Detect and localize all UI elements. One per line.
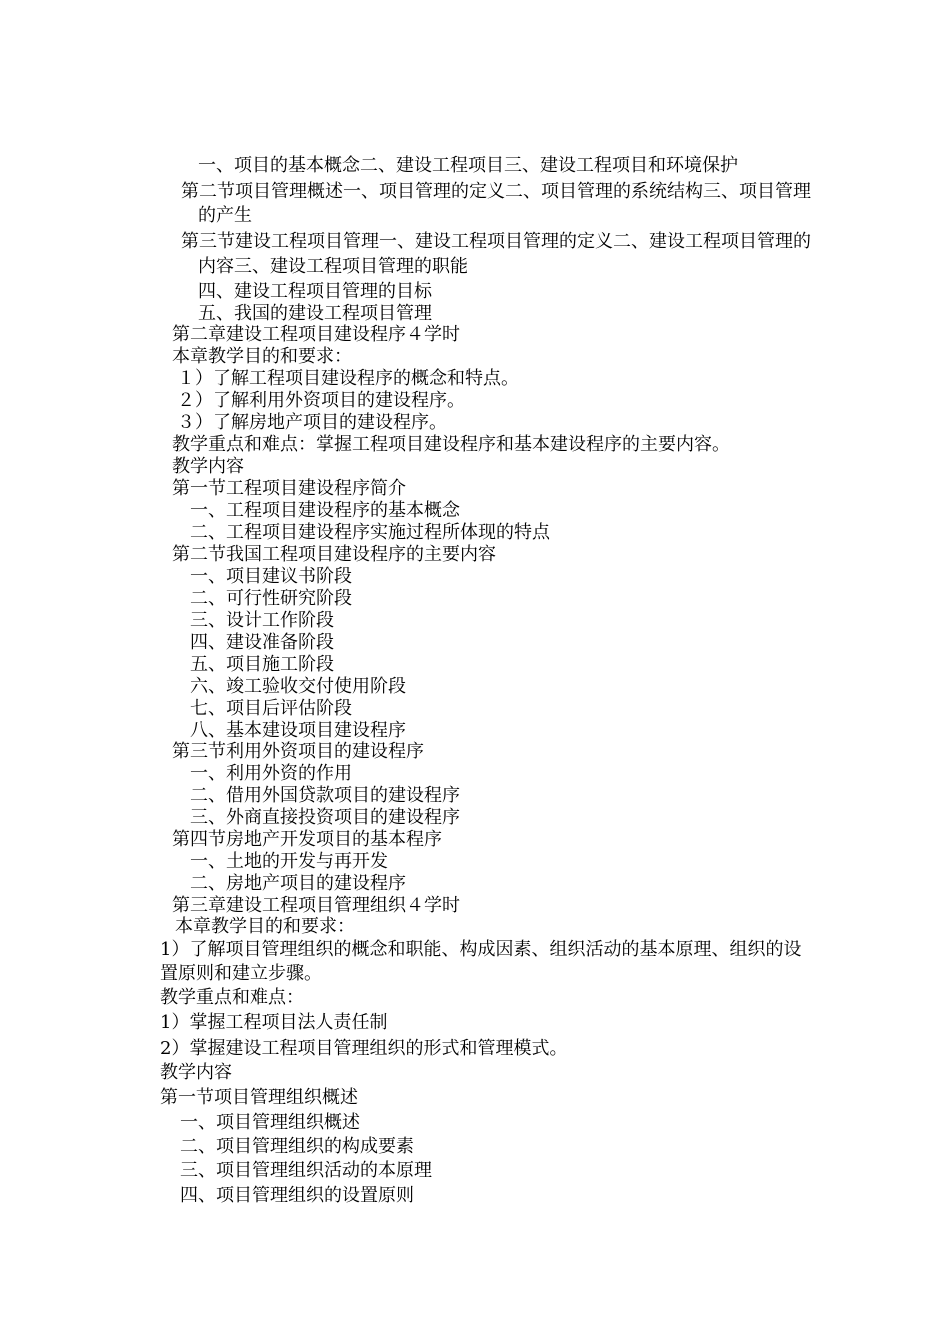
text-line: 三、项目管理组织活动的本原理 xyxy=(180,1160,432,1181)
section-heading: 第一节项目管理组织概述 xyxy=(160,1087,358,1108)
text-line: 2）掌握建设工程项目管理组织的形式和管理模式。 xyxy=(160,1038,568,1059)
text-line: 二、借用外国贷款项目的建设程序 xyxy=(190,785,460,806)
section-heading: 第三节建设工程项目管理一、建设工程项目管理的定义二、建设工程项目管理的 xyxy=(181,231,811,252)
text-line: 六、竣工验收交付使用阶段 xyxy=(190,676,406,697)
chapter-heading: 第二章建设工程项目建设程序４学时 xyxy=(172,324,460,345)
text-line: 本章教学目的和要求： xyxy=(175,916,355,937)
text-line: 四、项目管理组织的设置原则 xyxy=(180,1185,414,1206)
text-line: 一、项目的基本概念二、建设工程项目三、建设工程项目和环境保护 xyxy=(198,155,738,176)
text-line: 二、工程项目建设程序实施过程所体现的特点 xyxy=(190,522,550,543)
text-line: 一、利用外资的作用 xyxy=(190,763,352,784)
text-line: 教学内容 xyxy=(172,456,244,477)
text-line: 置原则和建立步骤。 xyxy=(160,963,322,984)
text-line: 二、房地产项目的建设程序 xyxy=(190,873,406,894)
text-line: 一、项目建议书阶段 xyxy=(190,566,352,587)
text-line: 本章教学目的和要求： xyxy=(172,346,352,367)
text-line: ２）了解利用外资项目的建设程序。 xyxy=(177,390,465,411)
text-line: 五、我国的建设工程项目管理 xyxy=(198,303,432,324)
text-line: 内容三、建设工程项目管理的职能 xyxy=(198,256,468,277)
section-heading: 第三节利用外资项目的建设程序 xyxy=(172,741,424,762)
text-line: 教学重点和难点：掌握工程项目建设程序和基本建设程序的主要内容。 xyxy=(172,434,730,455)
text-line: 五、项目施工阶段 xyxy=(190,654,334,675)
section-heading: 第一节工程项目建设程序简介 xyxy=(172,478,406,499)
section-heading: 第四节房地产开发项目的基本程序 xyxy=(172,829,442,850)
text-line: 的产生 xyxy=(198,205,252,226)
text-line: 教学内容 xyxy=(160,1062,232,1083)
text-line: 三、设计工作阶段 xyxy=(190,610,334,631)
text-line: 1）了解项目管理组织的概念和职能、构成因素、组织活动的基本原理、组织的设 xyxy=(160,939,802,960)
text-line: 一、工程项目建设程序的基本概念 xyxy=(190,500,460,521)
text-line: 七、项目后评估阶段 xyxy=(190,698,352,719)
text-line: 四、建设准备阶段 xyxy=(190,632,334,653)
text-line: 八、基本建设项目建设程序 xyxy=(190,720,406,741)
section-heading: 第二节我国工程项目建设程序的主要内容 xyxy=(172,544,496,565)
text-line: 教学重点和难点： xyxy=(160,987,304,1008)
text-line: 二、可行性研究阶段 xyxy=(190,588,352,609)
text-line: 一、土地的开发与再开发 xyxy=(190,851,388,872)
text-line: １）了解工程项目建设程序的概念和特点。 xyxy=(177,368,519,389)
chapter-heading: 第三章建设工程项目管理组织４学时 xyxy=(172,895,460,916)
text-line: 一、项目管理组织概述 xyxy=(180,1112,360,1133)
text-line: 四、建设工程项目管理的目标 xyxy=(198,281,432,302)
text-line: 1）掌握工程项目法人责任制 xyxy=(160,1012,388,1033)
text-line: 二、项目管理组织的构成要素 xyxy=(180,1136,414,1157)
text-line: ３）了解房地产项目的建设程序。 xyxy=(177,412,447,433)
section-heading: 第二节项目管理概述一、项目管理的定义二、项目管理的系统结构三、项目管理 xyxy=(181,181,811,202)
text-line: 三、外商直接投资项目的建设程序 xyxy=(190,807,460,828)
